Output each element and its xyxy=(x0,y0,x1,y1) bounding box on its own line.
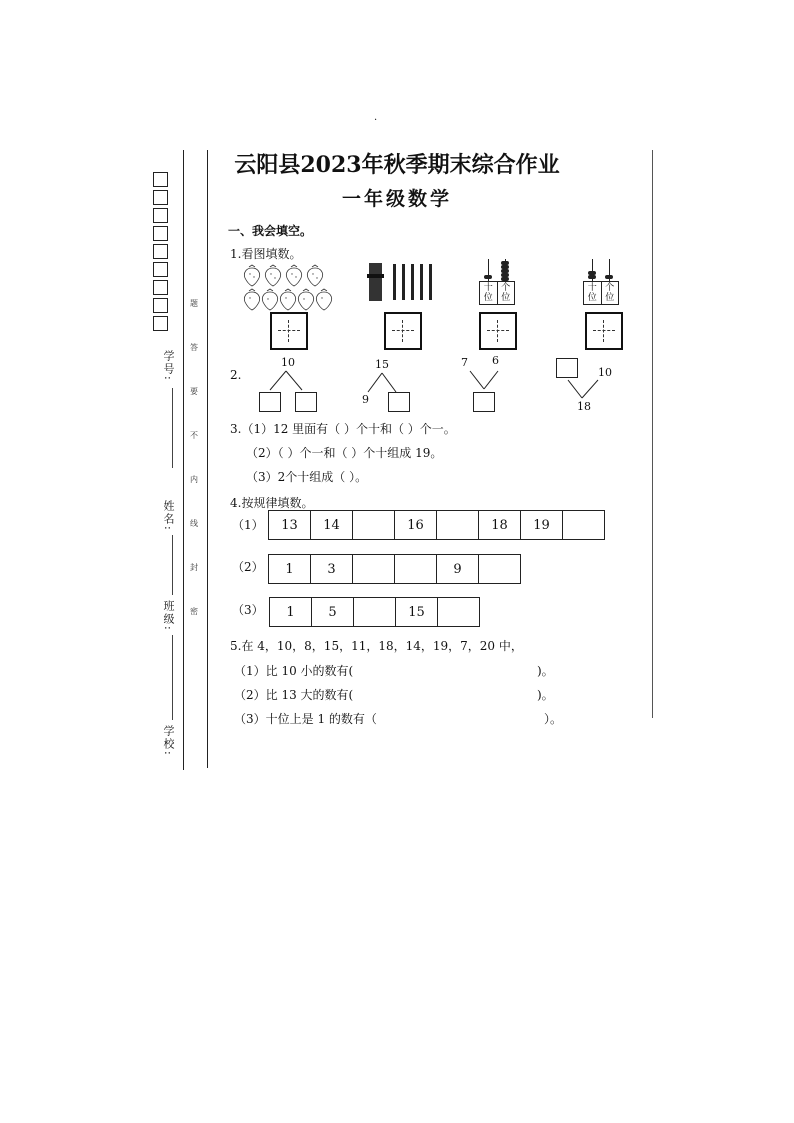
decomp-1-right-box[interactable] xyxy=(295,392,317,412)
number-box[interactable] xyxy=(153,244,168,259)
sequence-blank[interactable] xyxy=(353,555,395,583)
sequence-2-label: （2） xyxy=(232,560,264,574)
answer-box-abacus-1[interactable] xyxy=(479,312,517,350)
sequence-3-label: （3） xyxy=(232,603,264,617)
question-5-sub-1: （1）比 10 小的数有( xyxy=(234,664,354,678)
seal-char: 线 xyxy=(190,519,198,528)
number-box[interactable] xyxy=(153,298,168,313)
stick-icon xyxy=(393,264,396,300)
strawberry-icon xyxy=(286,265,301,286)
question-5-sub-3: （3）十位上是 1 的数有（ xyxy=(234,712,377,726)
sticks-picture xyxy=(366,262,436,304)
place-label: 位 xyxy=(501,293,511,303)
question-3-line-1: 3.（1）12 里面有（ ）个十和（ ）个一。 xyxy=(230,422,456,436)
decomp-2-right-box[interactable] xyxy=(388,392,410,412)
ones-label: 个 xyxy=(501,283,511,293)
decomp-1-top: 10 xyxy=(281,356,295,369)
sequence-1 xyxy=(268,510,605,540)
sequence-cell: 3 xyxy=(311,555,353,583)
strawberry-icon xyxy=(280,289,295,310)
decomp-2-lines xyxy=(364,372,400,394)
sequence-blank[interactable] xyxy=(395,555,437,583)
binding-line-inner xyxy=(207,150,208,768)
student-no-line xyxy=(172,388,173,468)
question-5-sub-2-end: )。 xyxy=(537,688,554,702)
school-label: 学校: xyxy=(162,725,175,757)
seal-char: 内 xyxy=(190,475,198,484)
sequence-cell: 5 xyxy=(312,598,354,626)
sequence-cell: 13 xyxy=(269,511,311,539)
stick-icon xyxy=(429,264,432,300)
place-label: 位 xyxy=(587,293,597,303)
tens-label: 十 xyxy=(483,283,493,293)
sequence-cell: 9 xyxy=(437,555,479,583)
seal-char: 不 xyxy=(190,431,198,440)
number-box[interactable] xyxy=(153,262,168,277)
seal-char: 封 xyxy=(190,563,198,572)
strawberry-icon xyxy=(262,289,277,310)
section-heading: 一、我会填空。 xyxy=(228,224,313,238)
decomp-1-lines xyxy=(266,370,306,392)
sequence-3 xyxy=(269,597,480,627)
question-5-sub-3-end: ）。 xyxy=(544,712,563,726)
sequence-cell: 16 xyxy=(395,511,437,539)
page-title: 云阳县2023年秋季期末综合作业 xyxy=(234,152,560,178)
strawberry-icon xyxy=(298,289,313,310)
sequence-blank[interactable] xyxy=(438,598,479,626)
stick-bundle-icon xyxy=(369,263,382,301)
binding-line-outer xyxy=(183,150,184,770)
number-box[interactable] xyxy=(153,316,168,331)
decomp-1-left-box[interactable] xyxy=(259,392,281,412)
sequence-cell: 15 xyxy=(396,598,438,626)
stick-icon xyxy=(402,264,405,300)
place-label: 位 xyxy=(483,293,493,303)
stick-icon xyxy=(420,264,423,300)
sequence-blank[interactable] xyxy=(437,511,479,539)
stick-icon xyxy=(411,264,414,300)
sequence-blank[interactable] xyxy=(563,511,604,539)
sequence-cell: 18 xyxy=(479,511,521,539)
strawberry-icon xyxy=(244,289,259,310)
sequence-blank[interactable] xyxy=(479,555,520,583)
seal-char: 答 xyxy=(190,343,198,352)
page-right-border xyxy=(652,150,653,718)
student-no-label: 学号: xyxy=(162,350,175,382)
tens-label: 十 xyxy=(587,283,597,293)
answer-box-abacus-2[interactable] xyxy=(585,312,623,350)
place-label: 位 xyxy=(605,293,615,303)
seal-char: 题 xyxy=(190,299,198,308)
question-5-sub-1-end: )。 xyxy=(537,664,554,678)
strawberries-picture xyxy=(240,264,335,312)
strawberry-icon xyxy=(265,265,280,286)
decomp-4-bottom: 18 xyxy=(577,400,591,413)
number-box[interactable] xyxy=(153,280,168,295)
sequence-1-label: （1） xyxy=(232,518,264,532)
page-subtitle: 一年级数学 xyxy=(341,188,452,210)
decomp-4-lines xyxy=(566,378,602,400)
name-label: 姓名: xyxy=(162,500,175,532)
question-2-label: 2. xyxy=(230,368,242,382)
sequence-cell: 1 xyxy=(270,598,312,626)
decomp-3-right: 6 xyxy=(492,354,499,367)
class-label: 班级: xyxy=(162,600,175,632)
decomp-3-lines xyxy=(468,369,500,391)
question-5-label: 5.在 4，10，8，15，11，18，14，19，7，20 中， xyxy=(230,639,523,653)
sequence-2 xyxy=(268,554,521,584)
decomp-3-left: 7 xyxy=(461,356,468,369)
decomp-4-left-box[interactable] xyxy=(556,358,578,378)
decomp-3-bottom-box[interactable] xyxy=(473,392,495,412)
number-box[interactable] xyxy=(153,226,168,241)
answer-box-sticks[interactable] xyxy=(384,312,422,350)
answer-box-strawberries[interactable] xyxy=(270,312,308,350)
school-line xyxy=(172,650,173,720)
question-3-line-3: （3）2个十组成（ ）。 xyxy=(246,470,368,484)
abacus-2 xyxy=(583,259,619,305)
scan-dot: . xyxy=(374,112,378,123)
sequence-cell: 1 xyxy=(269,555,311,583)
name-line xyxy=(172,535,173,595)
seal-char: 要 xyxy=(190,387,198,396)
abacus-1 xyxy=(479,259,515,305)
strawberry-icon xyxy=(244,265,259,286)
ones-label: 个 xyxy=(605,283,615,293)
seal-char: 密 xyxy=(190,607,198,616)
question-1-label: 1.看图填数。 xyxy=(230,247,302,261)
question-5-sub-2: （2）比 13 大的数有( xyxy=(234,688,354,702)
sequence-cell: 14 xyxy=(311,511,353,539)
decomp-2-left: 9 xyxy=(362,393,369,406)
sequence-blank[interactable] xyxy=(354,598,396,626)
strawberry-icon xyxy=(307,265,322,286)
sequence-cell: 19 xyxy=(521,511,563,539)
question-4-label: 4.按规律填数。 xyxy=(230,496,314,510)
decomp-4-right: 10 xyxy=(598,366,612,379)
decomp-2-top: 15 xyxy=(375,358,389,371)
sequence-blank[interactable] xyxy=(353,511,395,539)
strawberry-icon xyxy=(316,289,331,310)
question-3-line-2: （2）（ ）个一和（ ）个十组成 19。 xyxy=(246,446,443,460)
